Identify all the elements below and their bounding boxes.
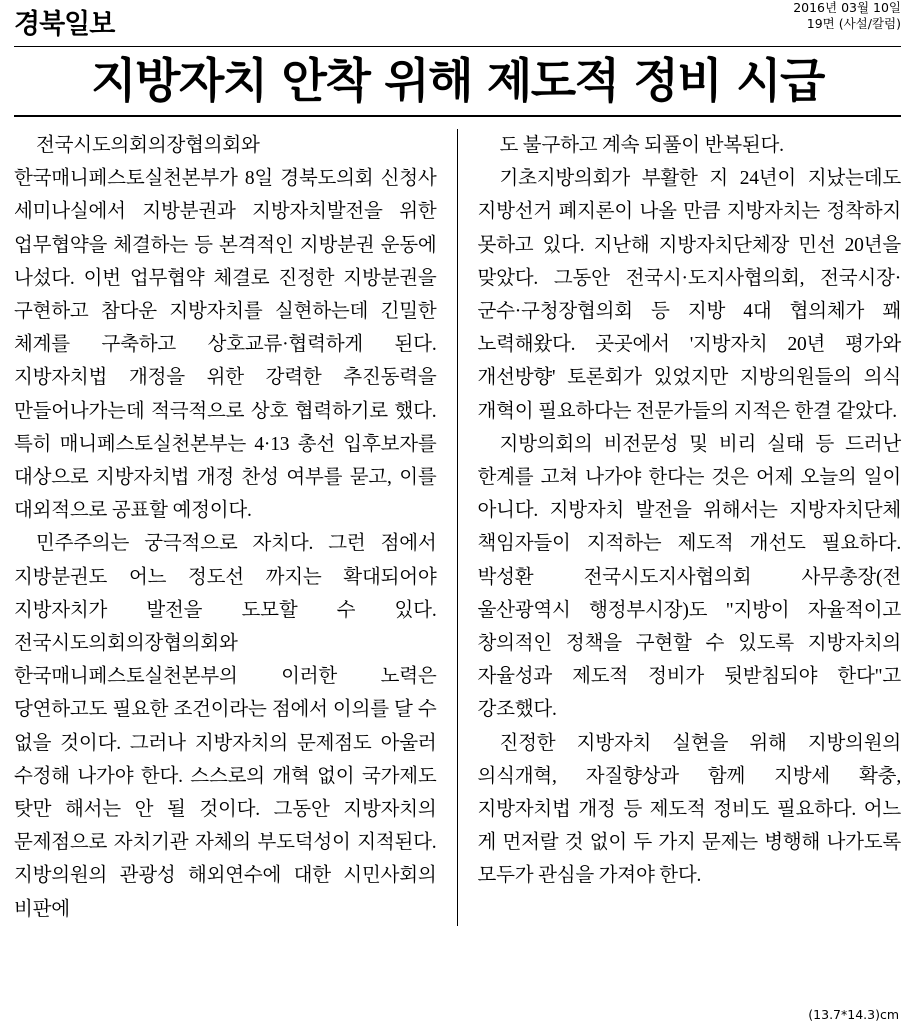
page-title: 지방자치 안착 위해 제도적 정비 시급 [91, 54, 824, 109]
headline-divider [14, 115, 901, 117]
article-body [14, 129, 901, 926]
paragraph: 도 불구하고 계속 되풀이 반복된다. [499, 135, 784, 156]
masthead-divider [14, 46, 901, 47]
paragraph: 전국시도의회의장협의회와 한국매니페스토실천본부가 8일 경북도의회 신청사 세미나실에서 지방분권과 지방자치발전을 위한 업무협약을 체결하는 등 본격적인 지방분권 운동에 나섰다. 이번 업무협약 체결로 진정한 지방분권을 구현하고 참다운 지방자치를 실현하는데 긴밀한 체계를 구축하고 상호교류·협력하게 된다. 지방자치법 개정을 위한 강력한 추진동력을 만들어나가는데 적극적으로 상호 협력하기로 했다. 특히 매니페스토실천본부는 4·13 총선 입후보자를 대상으로 지방자치법 개정 찬성 여부를 묻고, 이를 대외적으로 공표할 예정이다. [14, 135, 437, 522]
page-info: 19면 (사설/칼럼) [806, 16, 901, 31]
clipping-size-note: (13.7*14.3)cm [808, 1007, 899, 1022]
column-right [458, 129, 902, 926]
paragraph: 기초지방의회가 부활한 지 24년이 지났는데도 지방선거 폐지론이 나올 만큼 지방자치는 정착하지 못하고 있다. 지난해 지방자치단체장 민선 20년을 맞았다. 그동안 전국시·도지사협의회, 전국시장·군수·구청장협의회 등 지방 4대 협의체가 꽤 노력해왔다. 곳곳에서 '지방자치 20년 평가와 개선방향' 토론회가 있었지만 지방의원들의 의식 개혁이 필요하다는 전문가들의 지적은 한결 같았다. [477, 168, 901, 422]
masthead [14, 0, 901, 44]
paragraph: 진정한 지방자치 실현을 위해 지방의원의 의식개혁, 자질향상과 함께 지방세 확충, 지방자치법 개정 등 제도적 정비도 필요하다. 어느 게 먼저랄 것 없이 두 가지 문제는 병행해 나가도록 모두가 관심을 가져야 한다. [477, 732, 901, 887]
paper-name: 경북일보 [14, 9, 115, 40]
masthead-meta [793, 0, 901, 32]
paragraph: 민주주의는 궁극적으로 자치다. 그런 점에서 지방분권도 어느 정도선 까지는 확대되어야 지방자치가 발전을 도모할 수 있다. 전국시도의회의장협의회와 한국매니페스토실천본부의 이러한 노력은 당연하고도 필요한 조건이라는 점에서 이의를 달 수 없을 것이다. 그러나 지방자치의 문제점도 아울러 수정해 나가야 한다. 스스로의 개혁 없이 국가제도 탓만 해서는 안 될 것이다. 그동안 지방자치의 문제점으로 자치기관 자체의 부도덕성이 지적된다. 지방의원의 관광성 해외연수에 대한 시민사회의 비판에 [14, 533, 437, 920]
column-left [14, 129, 458, 926]
paragraph: 지방의회의 비전문성 및 비리 실태 등 드러난 한계를 고쳐 나가야 한다는 것은 어제 오늘의 일이 아니다. 지방자치 발전을 위해서는 지방자치단체 책임자들이 지적하는 제도적 개선도 필요하다. 박성환 전국시도지사협의회 사무총장(전 울산광역시 행정부시장)도 "지방이 자율적이고 창의적인 정책을 구현할 수 있도록 지방자치의 자율성과 제도적 정비가 뒷받침되야 한다"고 강조했다. [477, 433, 901, 721]
publication-date: 2016년 03월 10일 [793, 0, 901, 15]
